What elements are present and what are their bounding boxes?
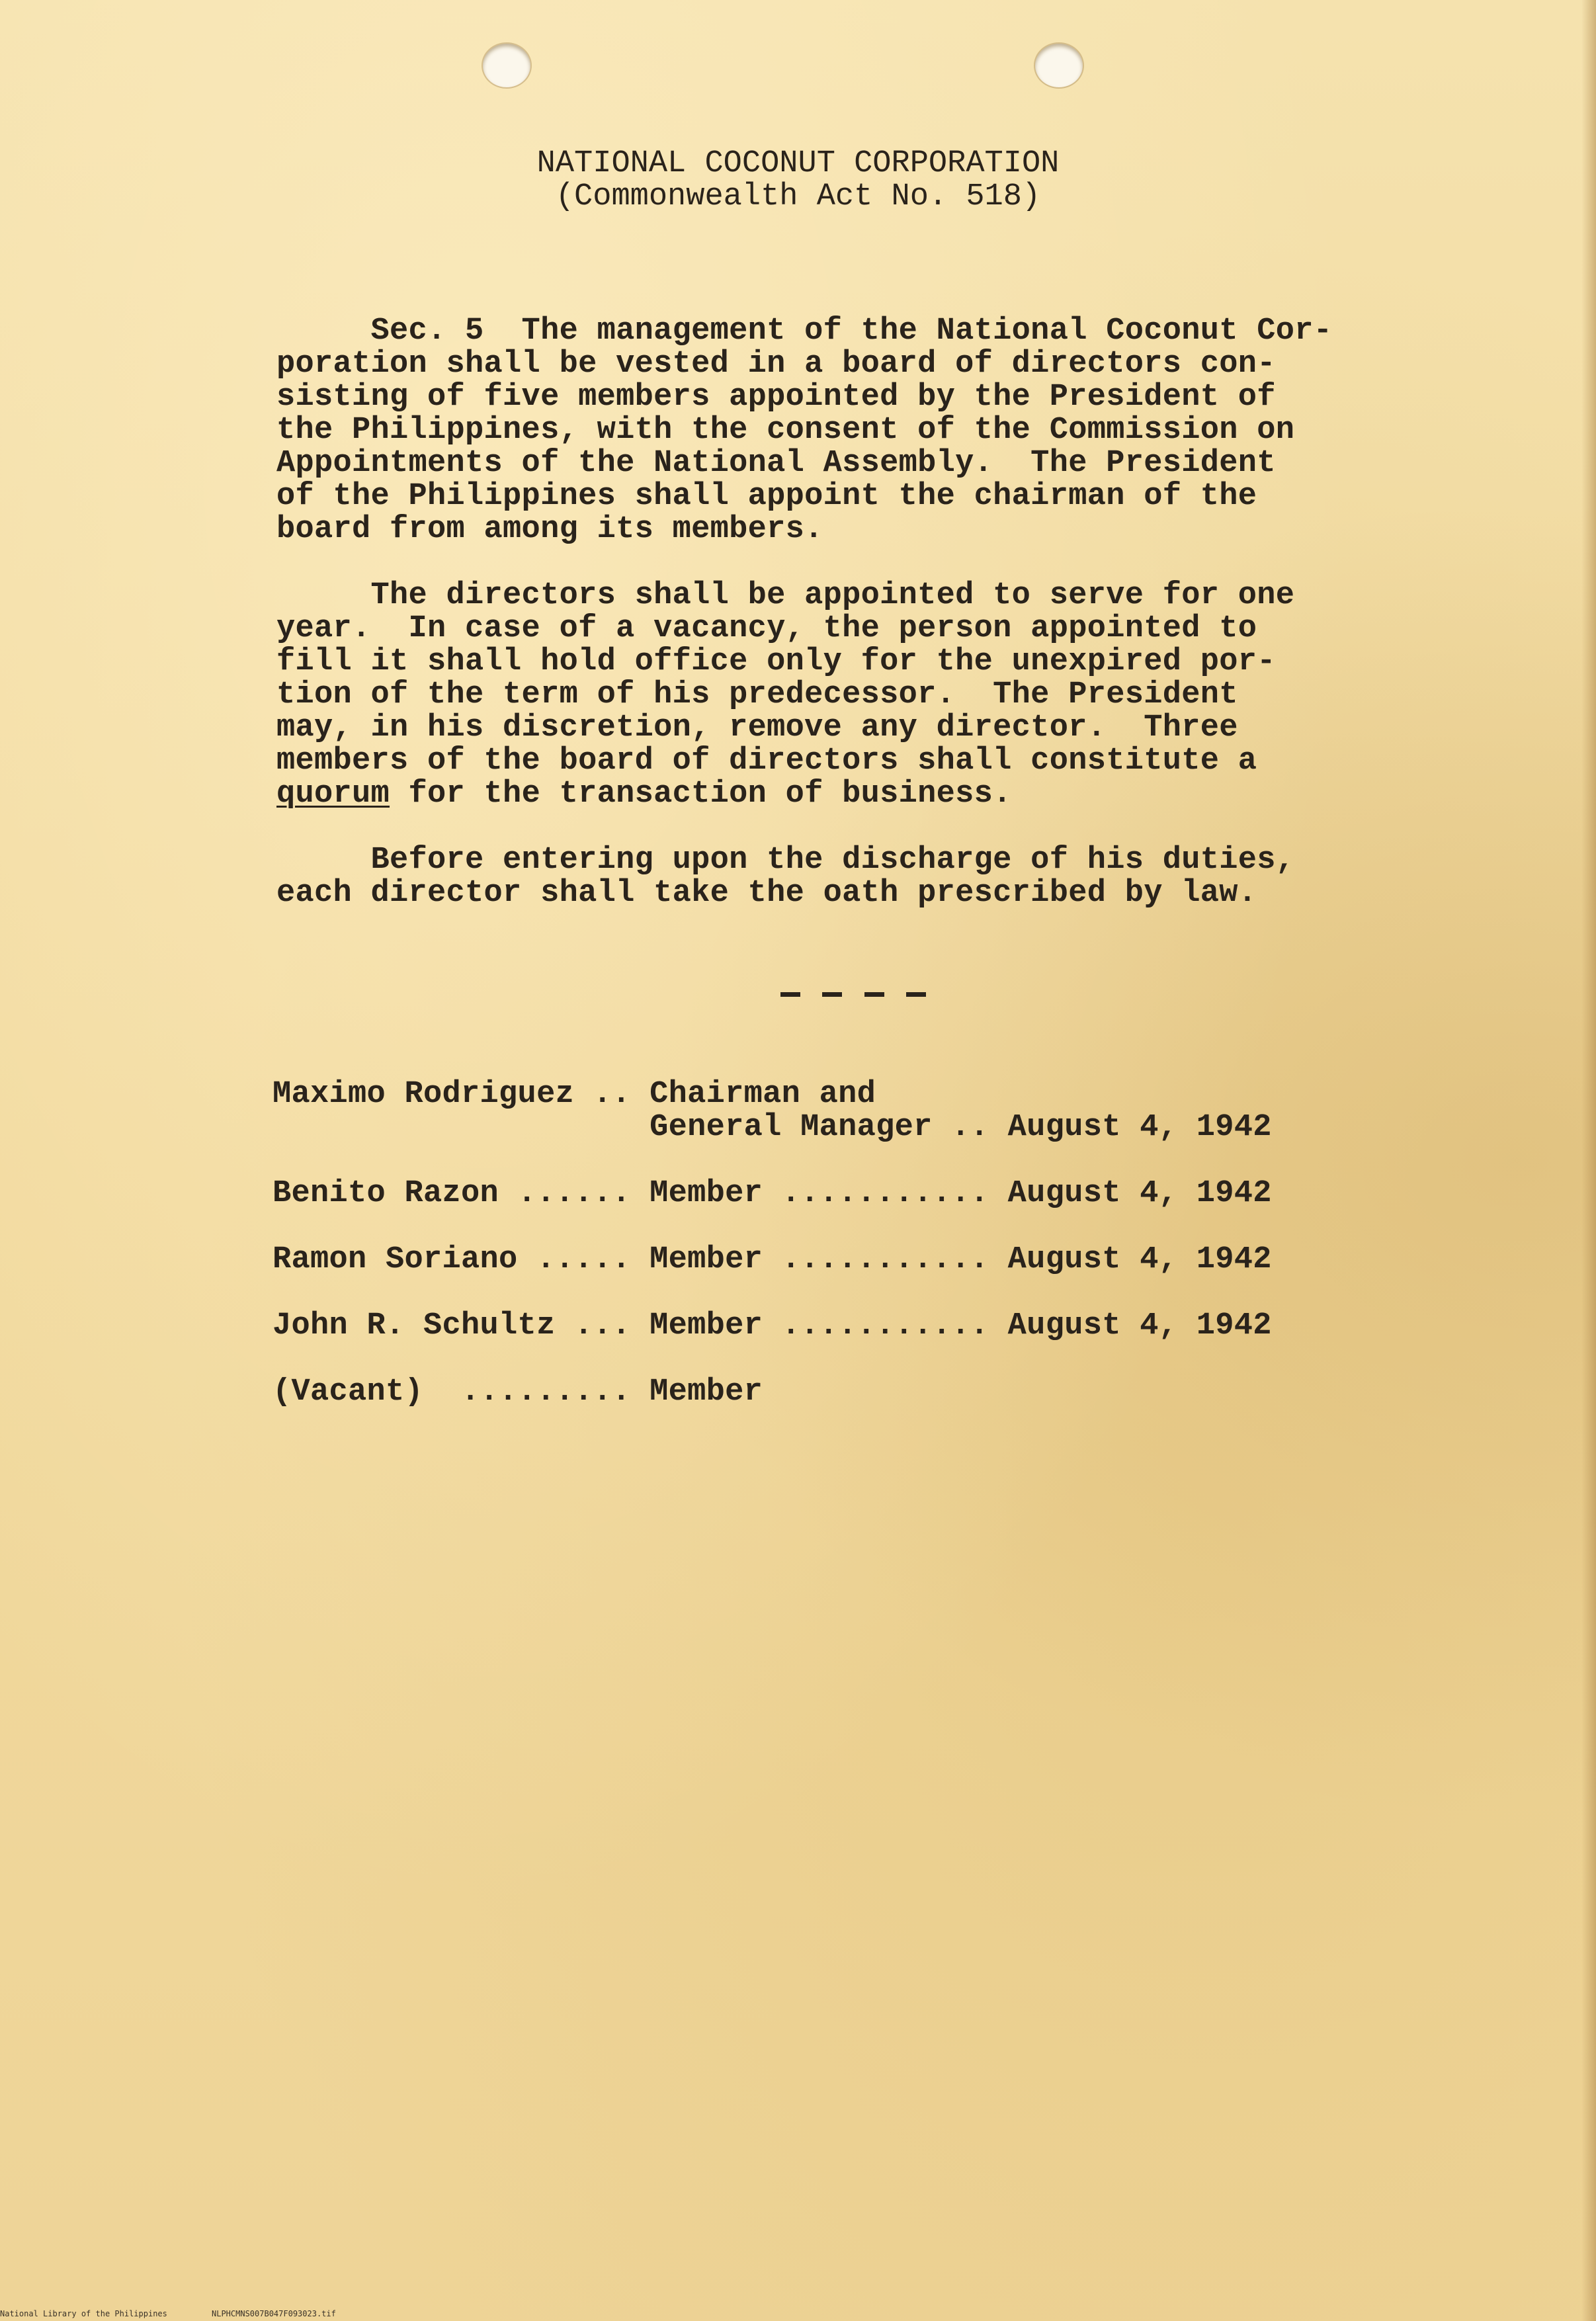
dash: [822, 992, 842, 997]
board-row: Maximo Rodriguez .. Chairman and: [273, 1077, 876, 1112]
dash: [906, 992, 926, 997]
underlined-word: quorum: [276, 777, 390, 812]
paragraph-2-line: fill it shall hold office only for the unexpired por-: [276, 644, 1276, 679]
footer-library: National Library of the Philippines: [0, 2309, 167, 2318]
paper-edge-shadow: [1581, 0, 1596, 2321]
paragraph-1-line: of the Philippines shall appoint the chairman of the: [276, 479, 1257, 514]
paragraph-2-line: may, in his discretion, remove any director. Three: [276, 710, 1238, 745]
section-divider: [780, 992, 926, 997]
footer-file: NLPHCMNS007B047F093023.tif: [212, 2309, 336, 2318]
document-title: NATIONAL COCONUT CORPORATION: [536, 146, 1060, 181]
paragraph-1-line: sisting of five members appointed by the President of: [276, 380, 1276, 415]
paragraph-2-line: members of the board of directors shall constitute a: [276, 743, 1257, 779]
board-row: (Vacant) ......... Member: [273, 1374, 763, 1410]
paragraph-1-line: the Philippines, with the consent of the Commission on: [276, 413, 1295, 448]
document-subtitle: (Commonwealth Act No. 518): [555, 179, 1041, 214]
paragraph-1-line: board from among its members.: [276, 512, 823, 547]
paragraph-2-line: year. In case of a vacancy, the person appointed to: [276, 611, 1257, 646]
paragraph-1-line: poration shall be vested in a board of directors con-: [276, 347, 1276, 382]
paragraph-1-line: Sec. 5 The management of the National Coconut Cor-: [276, 314, 1333, 349]
board-row: Benito Razon ...... Member ........... August 4, 1942: [273, 1176, 1272, 1211]
paragraph-3-line: each director shall take the oath prescribed by law.: [276, 876, 1257, 911]
paragraph-2-last-rest: for the transaction of business.: [390, 777, 1012, 812]
paragraph-2-line: tion of the term of his predecessor. The President: [276, 677, 1238, 712]
punch-hole-right: [1035, 44, 1083, 87]
punch-hole-left: [483, 44, 530, 87]
board-row: Ramon Soriano ..... Member ........... August 4, 1942: [273, 1242, 1272, 1277]
dash: [780, 992, 800, 997]
paragraph-2-last-line: [276, 778, 1012, 811]
paragraph-2-line: The directors shall be appointed to serve for one: [276, 578, 1295, 613]
dash: [864, 992, 884, 997]
paragraph-3-line: Before entering upon the discharge of his duties,: [276, 843, 1295, 878]
paragraph-1-line: Appointments of the National Assembly. The President: [276, 446, 1276, 481]
board-row: John R. Schultz ... Member ........... August 4, 1942: [273, 1308, 1272, 1343]
board-row: General Manager .. August 4, 1942: [273, 1110, 1272, 1145]
